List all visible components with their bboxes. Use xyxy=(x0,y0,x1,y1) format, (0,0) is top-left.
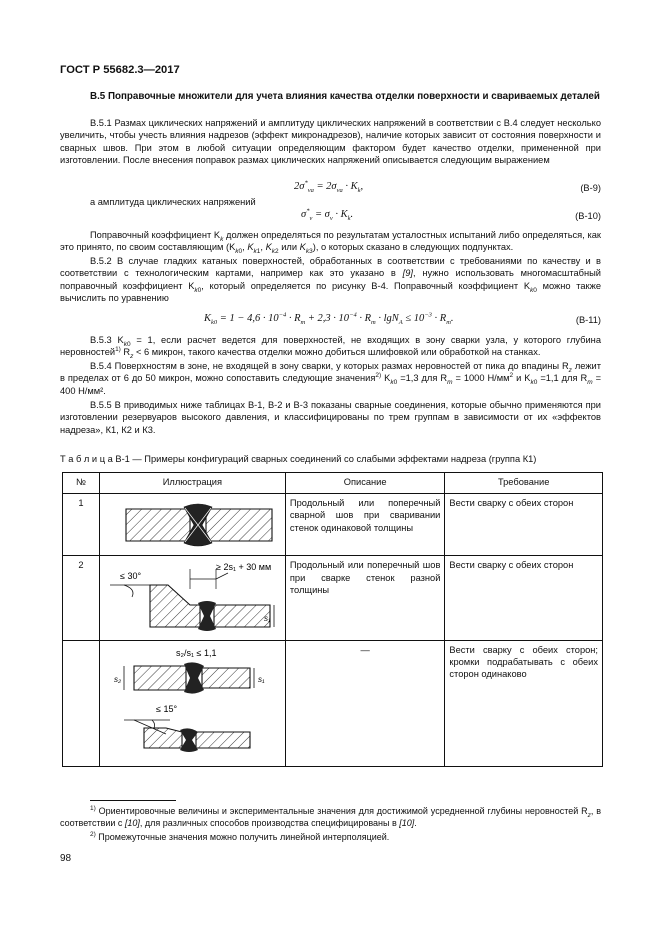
table-row xyxy=(63,640,603,766)
col-header-requirement: Требование xyxy=(445,473,603,494)
table-row xyxy=(63,494,603,556)
row-num: 1 xyxy=(63,494,100,556)
row-illustration xyxy=(99,640,285,766)
row-num: 2 xyxy=(63,556,100,640)
paragraph-b52: В.5.2 В случае гладких катаных поверхностей, обработанных в соответствии с требованиями по качеству и в соответствии с технологическим картами, например как это указано в [9], нужно использовать многомасштабный поправочный коэффициент $K_{k0}$, который определяется по рисунку В-4. Поправочный коэффициент $K_{k0}$ можно также вычислить по уравнению xyxy=(60,256,602,304)
b54-text-f: и K xyxy=(513,373,531,384)
r2-angle-label: ≤ 30° xyxy=(119,571,141,582)
footnote-1-mark: 1) xyxy=(90,805,96,812)
row-description: — xyxy=(285,640,445,766)
kk-text-c: , о которых сказано в следующих подпунктах. xyxy=(315,242,514,253)
row-requirement: Вести сварку с обеих сторон xyxy=(445,494,603,556)
equation-b11: $K_{k0} = 1 - 4,6 \cdot 10^{-4} \cdot R_m + 2,3 \cdot 10^{-4} \cdot R_m \cdot \lg N_A \le 10^{-3} \cdot R_m$. xyxy=(204,311,454,327)
row-illustration xyxy=(99,494,285,556)
paragraph-b53: В.5.3 $K_{k0} = 1$, если расчет ведется для поверхностей, не входящих в зону сварки узла, у которого глубина неровностей$^{1)}$ $R_z < 6$ микрон, такого качества отделки можно добиться шлифовкой или обработкой на станках. xyxy=(60,335,601,361)
r3-s2-label: s₂ xyxy=(113,674,121,684)
weld-edge-prep-figure xyxy=(104,644,280,760)
kk-text-a: Поправочный коэффициент K xyxy=(90,230,221,240)
footnote-1: $^{1)}$ Ориентировочные величины и экспериментальные значения для достижимой усредненной глубины неровностей $R_z$, в соответствии с [10], для различных способов производства специфицированы в [10]. xyxy=(60,805,601,828)
section-title: В.5 Поправочные множители для учета влияния качества отделки поверхности и свариваемых деталей xyxy=(90,91,600,102)
b53-text-c: R xyxy=(120,347,131,358)
footnote-1-ref1: [10] xyxy=(124,817,140,828)
b54-text-g: =1,1 для R xyxy=(537,373,588,384)
row-requirement: Вести сварку с обеих сторон xyxy=(445,556,603,640)
document-header: ГОСТ Р 55682.3—2017 xyxy=(60,64,180,76)
equation-b10: $\sigma^*_\nu = \sigma_\nu \cdot K_k$. xyxy=(301,207,354,223)
b54-text-h: = 400 Н/мм². xyxy=(60,373,601,396)
footnote-1-text-a: Ориентировочные величины и экспериментальные значения для достижимой усредненной глубины неровностей R xyxy=(95,806,588,816)
footnote-2 xyxy=(60,832,601,844)
footnote-1-text-c: , для различных способов производства специфицированы в xyxy=(139,817,400,828)
paragraph-b55 xyxy=(60,399,601,436)
b54-text-c: K xyxy=(381,373,391,384)
r2-dimension-label: ≥ 2s₁ + 30 мм xyxy=(215,562,272,573)
r2-s1-label: s₁ xyxy=(263,614,271,624)
r3-s1-label: s₁ xyxy=(257,674,265,684)
b54-text-d: =1,3 для R xyxy=(397,373,448,384)
b54-text-e: = 1000 Н/мм xyxy=(452,373,510,384)
paragraph-kk: Поправочный коэффициент $K_k$ должен определяться по результатам усталостных испытаний либо определяться, как это принято, по своим составляющим ($K_{k0}$, $K_{k1}$, $K_{k2}$ или $K_{k3}$), о которых сказано в следующих подпунктах. xyxy=(60,230,601,256)
row-illustration xyxy=(99,556,285,640)
equation-b10-number: (В-10) xyxy=(575,211,601,221)
b52-text-b: , нужно использовать многомасштабный поправочный коэффициент K xyxy=(60,268,602,291)
col-header-num: № xyxy=(63,473,100,494)
paragraph-b51-text: В.5.1 Размах циклических напряжений и амплитуду циклических напряжений в соответствии с В.4 следует несколько увеличить, чтобы учесть влияния надрезов (эффект микронадрезов), наличие которых зависит от состояния поверхности и сварных швов. При этом в любой ситуации определяющим фактором будет качество отделки, примененной при изготовлении. После внесения поправок размах циклических напряжений описывается следующим выражением xyxy=(60,118,601,166)
table-caption: Т а б л и ц а В-1 — Примеры конфигураций сварных соединений со слабыми эффектами надреза (группа К1) xyxy=(60,454,537,464)
footnote-1-ref2: [10] xyxy=(399,817,415,828)
row-requirement: Вести сварку с обеих сторон; кромки подрабатывать с обеих сторон одинаково xyxy=(445,640,603,766)
b53-text-d: < 6 микрон, такого качества отделки можно добиться шлифовкой или обработкой на станках. xyxy=(133,347,541,358)
kk-text-b: должен определяться по результатам усталостных испытаний либо определяться, как это принято, по своим составляющим (K xyxy=(60,230,601,253)
row-num xyxy=(63,640,100,766)
page-number: 98 xyxy=(60,853,72,864)
col-header-illustration: Иллюстрация xyxy=(99,473,285,494)
paragraph-b51-b: а амплитуда циклических напряжений xyxy=(90,197,256,207)
col-header-description: Описание xyxy=(285,473,445,494)
equation-b11-number: (В-11) xyxy=(575,315,601,325)
r3-angle-label: ≤ 15° xyxy=(155,703,177,714)
footnote-2-mark: 2) xyxy=(90,831,96,838)
footnote-2-text: Промежуточные значения можно получить линейной интерполяцией. xyxy=(95,832,390,842)
b52-ref: [9] xyxy=(402,268,413,279)
footnote-1-text-b: , в соответствии с xyxy=(60,806,601,828)
weld-equal-thickness-figure xyxy=(104,497,280,549)
footnote-separator xyxy=(90,800,176,801)
b54-text-b: лежит в пределах от 6 до 50 микрон, можно сопоставить следующие значения xyxy=(60,361,602,384)
row-description: Продольный или поперечный сварной шов при сваривании стенок одинаковой толщины xyxy=(285,494,445,556)
b52-text-a: В.5.2 В случае гладких катаных поверхностей, обработанных в соответствии с требованиями по качеству и в соответствии с технологическим картами, например как это указано в xyxy=(60,256,601,279)
table-b1 xyxy=(62,472,603,767)
table-header-row xyxy=(63,473,603,494)
b52-text-c: , который определяется по рисунку В-4. Поправочный коэффициент K xyxy=(201,280,531,291)
b53-text-b: = 1, если расчет ведется для поверхностей, не входящих в зону сварки узла, у которого глубина неровностей xyxy=(60,335,601,358)
paragraph-b51 xyxy=(60,117,601,166)
b55-text: В.5.5 В приводимых ниже таблицах В-1, В-2 и В-3 показаны сварные соединения, которые обычно применяются при изготовлении резервуаров высокого давления, и классифицированы по трем группам в зависимости от их «эффектов надреза», К1, К2 и К3. xyxy=(60,400,601,435)
b54-text-a: В.5.4 Поверхностям в зоне, не входящей в зону сварки, у которых размах неровностей от пика до впадины R xyxy=(90,361,569,371)
row-description: Продольный или поперечный шов при сварке стенок разной толщины xyxy=(285,556,445,640)
footnote-1-text-d: . xyxy=(414,817,417,828)
r3-ratio-label: s₂/s₁ ≤ 1,1 xyxy=(175,647,217,658)
equation-b9: $2\sigma^*_{\nu a} = 2\sigma_{\nu a} \cdot K_k$, xyxy=(294,179,364,195)
b52-text-d: можно также вычислить по уравнению xyxy=(60,280,601,304)
equation-b9-number: (В-9) xyxy=(580,183,601,193)
table-row xyxy=(63,556,603,640)
b53-text-a: В.5.3 K xyxy=(90,335,124,345)
paragraph-b54: В.5.4 Поверхностям в зоне, не входящей в зону сварки, у которых размах неровностей от пика до впадины $R_z$ лежит в пределах от 6 до 50 микрон, можно сопоставить следующие значения$^{2)}$ $K_{k0} =1,3$ для $R_m = 1000$ $Н/мм^2$ и $K_{k0} =1,1$ для $R_m = 400$ Н/мм². xyxy=(60,361,602,396)
weld-different-thickness-figure xyxy=(104,559,280,633)
